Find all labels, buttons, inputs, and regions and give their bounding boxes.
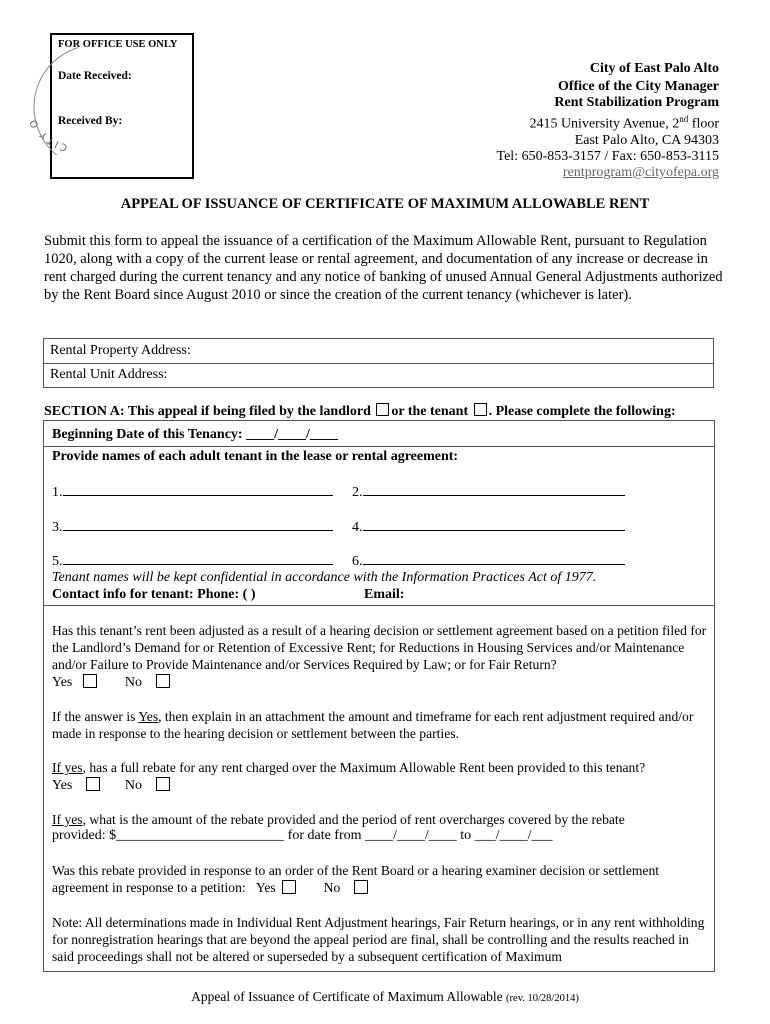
tenant-name-1[interactable]: 1. <box>52 483 333 501</box>
question-explain-attachment: If the answer is Yes, then explain in an attachment the amount and timeframe for each rent adjustment required and/or made in response to the hearing decision or settlement between the parties. <box>52 709 694 741</box>
date-received-label: Date Received: <box>58 70 132 82</box>
q1-no-checkbox[interactable] <box>156 674 170 688</box>
tenant-name-4[interactable]: 4. <box>352 518 625 536</box>
question-full-rebate: If yes, has a full rebate for any rent charged over the Maximum Allowable Rent been provided to this tenant? <box>52 760 646 775</box>
form-title: APPEAL OF ISSUANCE OF CERTIFICATE OF MAXIMUM ALLOWABLE RENT <box>120 196 650 212</box>
tenancy-begin-date[interactable]: Beginning Date of this Tenancy: ____/____/____ <box>52 427 338 442</box>
question-rebate-amount: If yes, what is the amount of the rebate provided and the period of rent overcharges covered by the rebate <box>52 812 625 827</box>
q5-yes-checkbox[interactable] <box>282 880 296 894</box>
page-footer: Appeal of Issuance of Certificate of Maximum Allowable (rev. 10/28/2014) <box>191 989 579 1004</box>
tenant-name-5[interactable]: 5. <box>52 552 333 570</box>
tenant-name-6[interactable]: 6. <box>352 552 625 570</box>
svg-text:CITY O: CITY O <box>27 115 70 153</box>
q5-no-checkbox[interactable] <box>354 880 368 894</box>
city-seal-logo <box>8 45 78 155</box>
tenant-checkbox[interactable] <box>474 403 487 416</box>
rental-unit-address-field[interactable]: Rental Unit Address: <box>50 367 168 382</box>
phone-fax: Tel: 650-853-3157 / Fax: 650-853-3115 <box>496 148 719 164</box>
office-name: Office of the City Manager <box>558 79 719 94</box>
tenant-email-field[interactable]: Email: <box>364 587 405 602</box>
question-rebate-order: Was this rebate provided in response to an order of the Rent Board or a hearing examiner decision or settlement agreement in response to a petition: Yes No <box>52 863 660 895</box>
rental-property-address-field[interactable]: Rental Property Address: <box>50 343 191 358</box>
city-state-zip: East Palo Alto, CA 94303 <box>574 132 719 148</box>
email-link[interactable]: rentprogram@cityofepa.org <box>562 164 719 180</box>
q3-answer-row: Yes No <box>52 777 170 794</box>
received-by-label: Received By: <box>58 115 123 127</box>
q1-answer-row: Yes No <box>52 674 170 691</box>
tenant-name-2[interactable]: 2. <box>352 483 625 501</box>
section-a-table <box>43 420 715 972</box>
program-name: Rent Stabilization Program <box>554 95 719 110</box>
q1-yes-checkbox[interactable] <box>83 674 97 688</box>
tenant-names-label: Provide names of each adult tenant in the lease or rental agreement: <box>52 449 459 464</box>
rental-address-box <box>43 338 714 388</box>
rebate-amount-field[interactable]: provided: $________________________ for date from ____/____/____ to ___/____/___ <box>52 828 553 843</box>
q3-no-checkbox[interactable] <box>156 777 170 791</box>
confidential-note: Tenant names will be kept confidential in accordance with the Information Practices Act of 1977. <box>52 570 597 585</box>
office-use-heading: FOR OFFICE USE ONLY <box>58 39 178 50</box>
intro-paragraph: Submit this form to appeal the issuance of a certification of the Maximum Allowable Rent, pursuant to Regulation 1020, along with a copy of the current lease or rental agreement, and documentation of any increase or decrease in rent charged during the current tenancy and any notice of banking of unused Annual General Adjustments authorized by the Rent Board since August 2010 or since the creation of the current tenancy (whichever is later). <box>44 233 723 303</box>
tenant-name-3[interactable]: 3. <box>52 518 333 536</box>
q3-yes-checkbox[interactable] <box>86 777 100 791</box>
street-address: 2415 University Avenue, 2nd floor <box>529 114 719 132</box>
question-rent-adjusted: Has this tenant’s rent been adjusted as a result of a hearing decision or settlement agreement based on a petition filed for the Landlord’s Demand for or Retention of Excessive Rent; for Reductions in Housing Services and/or Maintenance and/or Failure to Provide Maintenance and/or Services Required by Law; or for Fair Return? <box>52 623 707 672</box>
section-a-heading: SECTION A: This appeal if being filed by the landlord or the tenant . Please complete the following: <box>44 404 676 419</box>
note-paragraph: Note: All determinations made in Individual Rent Adjustment hearings, Fair Return hearings, or in any rent withholding for nonregistration hearings that are beyond the appeal period are final, shall be controlling and the results reached in said proceedings shall not be altered or superseded by a subsequent certification of Maximum <box>52 915 705 964</box>
city-name: City of East Palo Alto <box>589 61 719 76</box>
landlord-checkbox[interactable] <box>376 403 389 416</box>
address-block <box>497 61 719 181</box>
tenant-phone-field[interactable]: Contact info for tenant: Phone: ( ) <box>52 587 256 602</box>
